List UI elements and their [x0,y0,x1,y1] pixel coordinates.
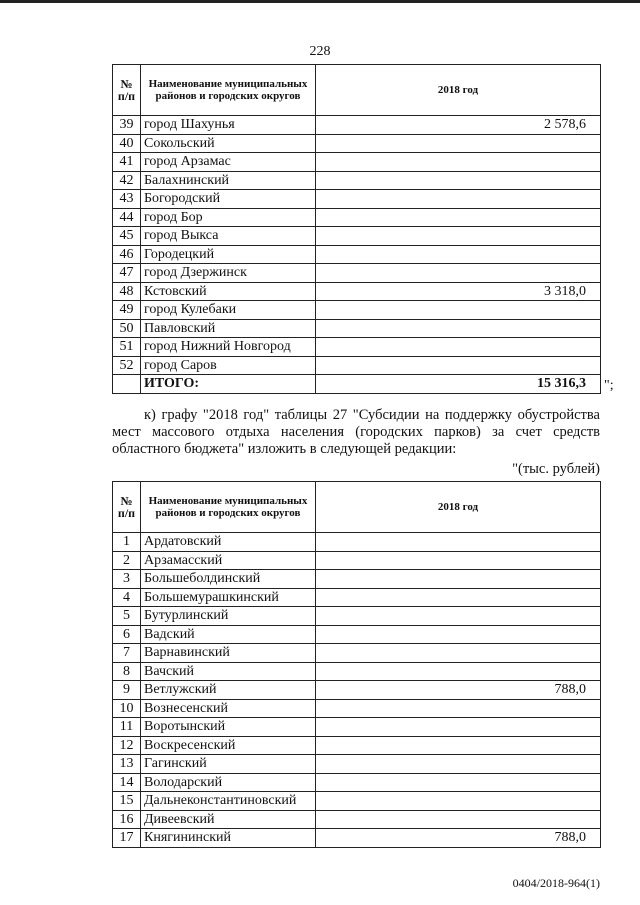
col-header-num: № п/п [113,482,141,533]
table-row [113,736,601,755]
row-name: Воротынский [141,718,316,737]
row-number: 52 [113,356,141,375]
total-row [113,375,601,394]
table-row [113,699,601,718]
row-number: 39 [113,116,141,135]
row-name: город Кулебаки [141,301,316,320]
row-value [316,338,601,357]
allocation-table-1 [112,64,601,394]
amendment-text: к) графу "2018 год" таблицы 27 "Субсидии на поддержку обустройства мест массового отдыха населения (городских парков) за счет средств областного бюджета" изложить в следующей редакции: [112,407,600,457]
row-name: Володарский [141,773,316,792]
row-number: 51 [113,338,141,357]
table-header-row [113,65,601,116]
row-value [316,227,601,246]
table-row [113,773,601,792]
row-number: 44 [113,208,141,227]
row-name: город Выкса [141,227,316,246]
page-number: 228 [309,44,331,59]
row-value [316,533,601,552]
table-row [113,153,601,172]
table-row [113,829,601,848]
row-number: 13 [113,755,141,774]
row-name: город Шахунья [141,116,316,135]
row-name: Княгининский [141,829,316,848]
row-number: 5 [113,607,141,626]
total-value: 15 316,3 [316,375,601,394]
row-number: 2 [113,551,141,570]
row-value [316,153,601,172]
row-name: Большемурашкинский [141,588,316,607]
table-row [113,245,601,264]
row-value [316,319,601,338]
row-value [316,301,601,320]
row-value [316,718,601,737]
row-name: город Арзамас [141,153,316,172]
row-number: 4 [113,588,141,607]
row-name: город Бор [141,208,316,227]
row-number: 43 [113,190,141,209]
table-row [113,319,601,338]
row-value [316,773,601,792]
table-row [113,551,601,570]
row-number: 48 [113,282,141,301]
row-name: Балахнинский [141,171,316,190]
document-code: 0404/2018-964(1) [512,876,600,890]
row-name: Воскресенский [141,736,316,755]
row-value [316,699,601,718]
allocation-table-2 [112,481,601,848]
table-row [113,356,601,375]
row-number: 47 [113,264,141,283]
total-empty-cell [113,375,141,394]
row-number: 45 [113,227,141,246]
table-row [113,338,601,357]
row-name: город Саров [141,356,316,375]
row-value [316,662,601,681]
row-number: 11 [113,718,141,737]
row-name: город Дзержинск [141,264,316,283]
row-value [316,755,601,774]
row-name: Сокольский [141,134,316,153]
row-name: Городецкий [141,245,316,264]
table-row [113,755,601,774]
row-number: 14 [113,773,141,792]
row-value [316,190,601,209]
row-name: Дивеевский [141,810,316,829]
table-row [113,533,601,552]
table-header-row [113,482,601,533]
row-value [316,171,601,190]
row-number: 46 [113,245,141,264]
table-row [113,681,601,700]
row-number: 40 [113,134,141,153]
row-value [316,570,601,589]
row-value: 788,0 [316,681,601,700]
row-number: 15 [113,792,141,811]
row-number: 6 [113,625,141,644]
table-row [113,625,601,644]
table-row [113,607,601,626]
row-value [316,208,601,227]
row-value [316,356,601,375]
col-header-year: 2018 год [316,65,601,116]
row-name: Вознесенский [141,699,316,718]
table-row [113,588,601,607]
row-number: 49 [113,301,141,320]
col-header-year: 2018 год [316,482,601,533]
table-row [113,792,601,811]
col-header-name: Наименование муниципальных районов и городских округов [141,65,316,116]
table-row [113,116,601,135]
row-value [316,644,601,663]
row-value [316,607,601,626]
row-name: Ардатовский [141,533,316,552]
table-row [113,190,601,209]
row-name: Богородский [141,190,316,209]
row-value [316,810,601,829]
row-name: Большеболдинский [141,570,316,589]
table-row [113,570,601,589]
row-value: 3 318,0 [316,282,601,301]
row-number: 10 [113,699,141,718]
table-row [113,171,601,190]
row-value [316,736,601,755]
row-number: 7 [113,644,141,663]
row-name: Павловский [141,319,316,338]
row-name: Вадский [141,625,316,644]
row-value: 788,0 [316,829,601,848]
table-row [113,208,601,227]
row-number: 16 [113,810,141,829]
table-row [113,810,601,829]
row-name: Бутурлинский [141,607,316,626]
row-value [316,134,601,153]
table-row [113,227,601,246]
table-row [113,134,601,153]
row-value [316,625,601,644]
row-value [316,792,601,811]
table-row [113,718,601,737]
row-value [316,551,601,570]
row-number: 41 [113,153,141,172]
row-number: 3 [113,570,141,589]
table-row [113,662,601,681]
row-number: 12 [113,736,141,755]
row-name: Варнавинский [141,644,316,663]
row-name: Ветлужский [141,681,316,700]
row-name: город Нижний Новгород [141,338,316,357]
row-value: 2 578,6 [316,116,601,135]
row-number: 42 [113,171,141,190]
table-row [113,644,601,663]
row-value [316,245,601,264]
col-header-num: № п/п [113,65,141,116]
row-number: 8 [113,662,141,681]
table-row [113,282,601,301]
row-number: 17 [113,829,141,848]
row-name: Гагинский [141,755,316,774]
row-name: Дальнеконстантиновский [141,792,316,811]
row-value [316,264,601,283]
row-number: 1 [113,533,141,552]
amendment-paragraph [112,407,600,458]
table-row [113,301,601,320]
row-name: Кстовский [141,282,316,301]
top-border-line [0,0,640,3]
row-number: 50 [113,319,141,338]
row-name: Арзамасский [141,551,316,570]
total-label: ИТОГО: [141,375,316,394]
row-number: 9 [113,681,141,700]
table-row [113,264,601,283]
row-value [316,588,601,607]
table-closing-quote: "; [604,378,614,393]
col-header-name: Наименование муниципальных районов и городских округов [141,482,316,533]
unit-label: "(тыс. рублей) [512,461,600,477]
row-name: Вачский [141,662,316,681]
